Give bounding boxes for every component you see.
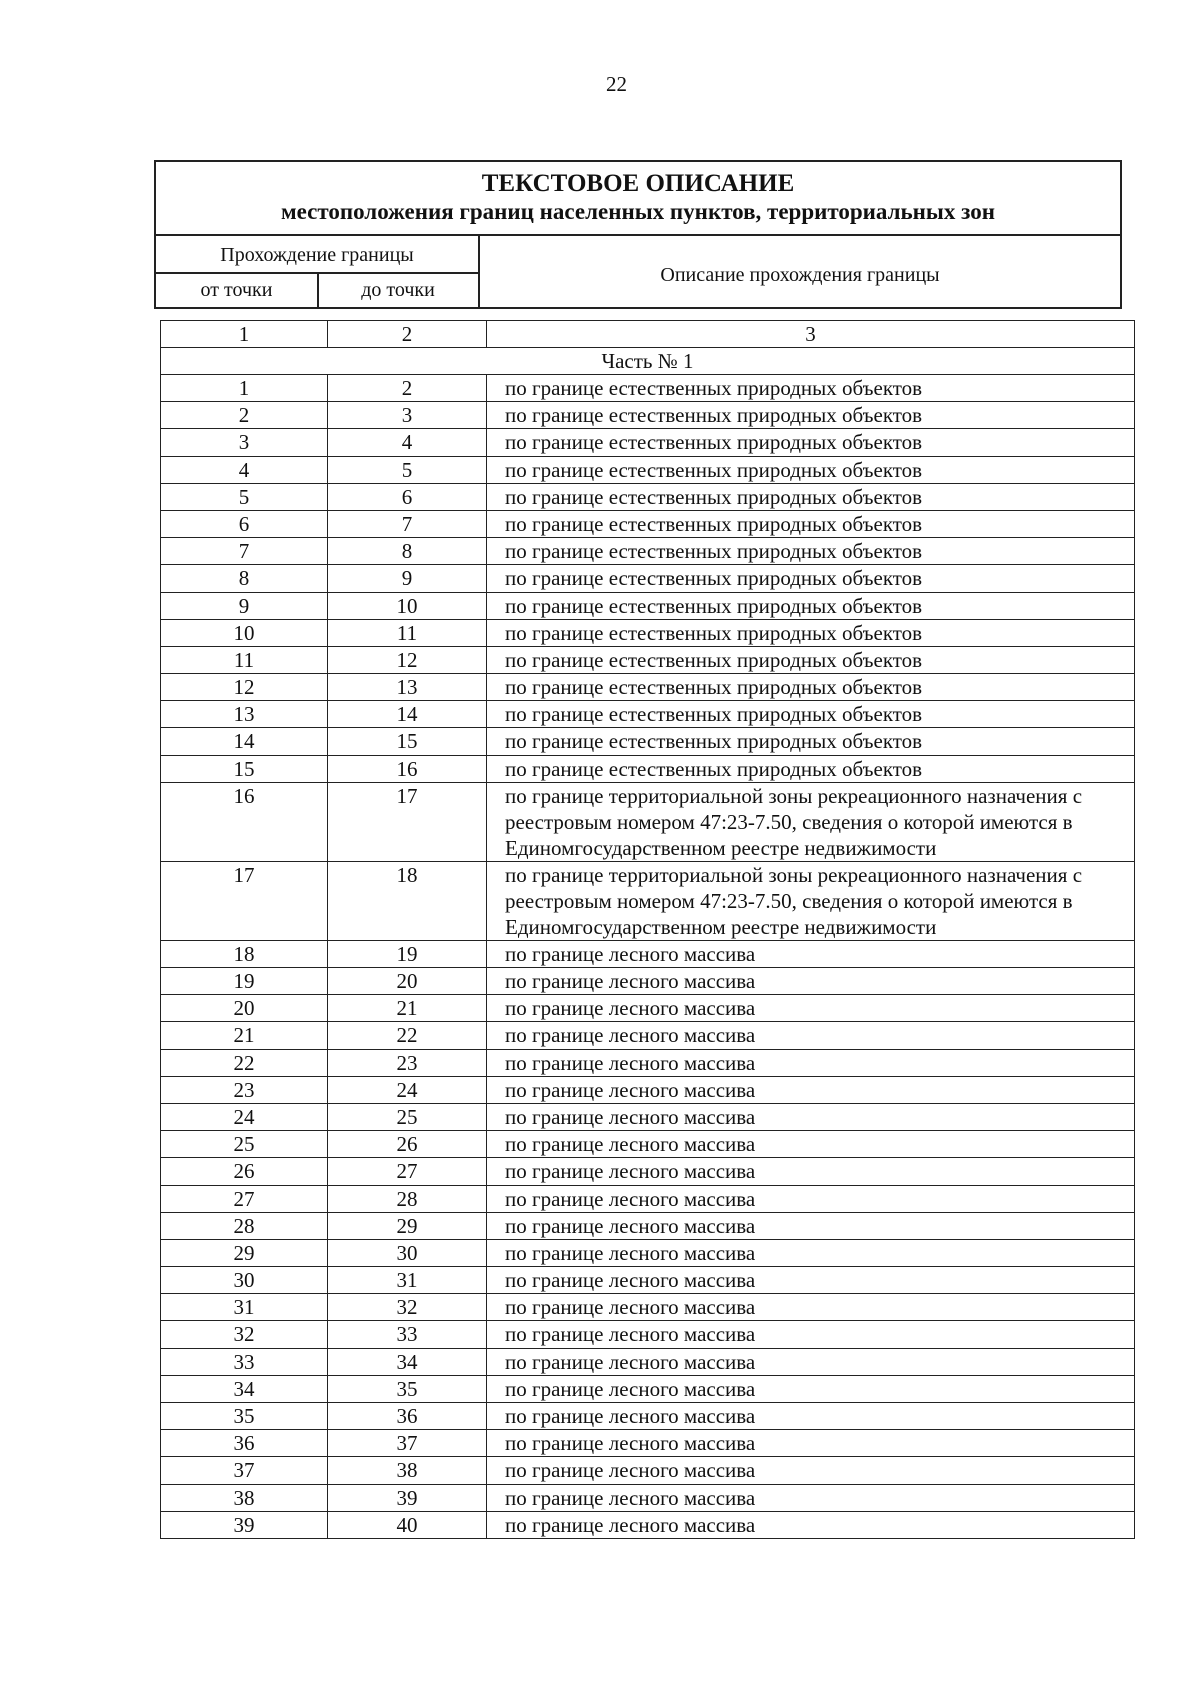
- to-point-cell: 13: [328, 674, 487, 701]
- from-point-cell: 24: [161, 1103, 328, 1130]
- to-point-cell: 29: [328, 1212, 487, 1239]
- to-point-cell: 25: [328, 1103, 487, 1130]
- to-point-cell: 10: [328, 592, 487, 619]
- from-point-cell: 17: [161, 861, 328, 940]
- boundary-table: [160, 320, 1135, 1539]
- from-point-cell: 3: [161, 429, 328, 456]
- to-point-cell: 30: [328, 1239, 487, 1266]
- description-cell: по границе лесного массива: [487, 1131, 1135, 1158]
- description-cell: по границе лесного массива: [487, 1321, 1135, 1348]
- table-row: [161, 861, 1135, 940]
- table-row: [161, 375, 1135, 402]
- table-row: [161, 1185, 1135, 1212]
- table-row: [161, 995, 1135, 1022]
- table-row: [161, 1267, 1135, 1294]
- table-row: [161, 456, 1135, 483]
- from-point-cell: 30: [161, 1267, 328, 1294]
- from-point-cell: 10: [161, 619, 328, 646]
- description-cell: по границе естественных природных объектов: [487, 565, 1135, 592]
- from-point-cell: 36: [161, 1430, 328, 1457]
- description-cell: по границе территориальной зоны рекреационного назначения с реестровым номером 47:23-7.50, сведения о которой имеются в Единомгосударственном реестре недвижимости: [487, 861, 1135, 940]
- from-point-cell: 26: [161, 1158, 328, 1185]
- description-cell: по границе лесного массива: [487, 1430, 1135, 1457]
- description-cell: по границе лесного массива: [487, 1239, 1135, 1266]
- from-point-cell: 14: [161, 728, 328, 755]
- column-number-3: 3: [487, 321, 1135, 348]
- from-point-cell: 11: [161, 646, 328, 673]
- document-title: ТЕКСТОВОЕ ОПИСАНИЕ: [481, 170, 795, 197]
- column-number-2: 2: [328, 321, 487, 348]
- to-point-cell: 35: [328, 1375, 487, 1402]
- description-cell: по границе естественных природных объектов: [487, 674, 1135, 701]
- table-row: [161, 1321, 1135, 1348]
- to-point-cell: 24: [328, 1076, 487, 1103]
- from-point-cell: 23: [161, 1076, 328, 1103]
- from-point-cell: 35: [161, 1403, 328, 1430]
- from-point-cell: 32: [161, 1321, 328, 1348]
- to-point-cell: 22: [328, 1022, 487, 1049]
- to-point-cell: 26: [328, 1131, 487, 1158]
- description-cell: по границе естественных природных объектов: [487, 456, 1135, 483]
- to-point-cell: 12: [328, 646, 487, 673]
- table-row: [161, 402, 1135, 429]
- to-point-cell: 39: [328, 1484, 487, 1511]
- description-cell: по границе лесного массива: [487, 1212, 1135, 1239]
- table-row: [161, 1103, 1135, 1130]
- to-point-cell: 27: [328, 1158, 487, 1185]
- table-row: [161, 1511, 1135, 1538]
- table-row: [161, 1212, 1135, 1239]
- column-number-1: 1: [161, 321, 328, 348]
- from-point-cell: 28: [161, 1212, 328, 1239]
- table-row: [161, 592, 1135, 619]
- from-point-cell: 29: [161, 1239, 328, 1266]
- from-point-cell: 16: [161, 782, 328, 861]
- from-point-cell: 18: [161, 940, 328, 967]
- description-cell: по границе естественных природных объектов: [487, 375, 1135, 402]
- description-cell: по границе естественных природных объектов: [487, 483, 1135, 510]
- from-point-cell: 38: [161, 1484, 328, 1511]
- to-point-cell: 17: [328, 782, 487, 861]
- table-row: [161, 728, 1135, 755]
- description-cell: по границе лесного массива: [487, 1511, 1135, 1538]
- from-point-cell: 4: [161, 456, 328, 483]
- to-point-label: до точки: [361, 279, 435, 301]
- description-cell: по границе лесного массива: [487, 1457, 1135, 1484]
- description-cell: по границе лесного массива: [487, 1158, 1135, 1185]
- table-row: [161, 701, 1135, 728]
- to-point-cell: 3: [328, 402, 487, 429]
- description-cell: по границе лесного массива: [487, 968, 1135, 995]
- table-row: [161, 429, 1135, 456]
- page-number: 22: [606, 72, 627, 96]
- from-point-cell: 21: [161, 1022, 328, 1049]
- table-row: [161, 1430, 1135, 1457]
- to-point-cell: 9: [328, 565, 487, 592]
- description-cell: по границе лесного массива: [487, 1348, 1135, 1375]
- to-point-cell: 31: [328, 1267, 487, 1294]
- description-cell: по границе лесного массива: [487, 1375, 1135, 1402]
- to-point-cell: 34: [328, 1348, 487, 1375]
- description-cell: по границе лесного массива: [487, 1484, 1135, 1511]
- passage-label: Прохождение границы: [220, 244, 414, 266]
- table-row: [161, 782, 1135, 861]
- description-cell: по границе лесного массива: [487, 1185, 1135, 1212]
- table-row: [161, 1403, 1135, 1430]
- description-cell: по границе естественных природных объектов: [487, 728, 1135, 755]
- header-divider: [156, 234, 1120, 236]
- from-point-cell: 34: [161, 1375, 328, 1402]
- description-cell: по границе естественных природных объектов: [487, 619, 1135, 646]
- table-row: [161, 755, 1135, 782]
- description-cell: по границе лесного массива: [487, 1294, 1135, 1321]
- from-point-cell: 7: [161, 538, 328, 565]
- from-point-cell: 13: [161, 701, 328, 728]
- description-cell: по границе естественных природных объектов: [487, 538, 1135, 565]
- table-row: [161, 1049, 1135, 1076]
- description-cell: по границе лесного массива: [487, 1103, 1135, 1130]
- to-point-cell: 37: [328, 1430, 487, 1457]
- to-point-cell: 2: [328, 375, 487, 402]
- table-row: [161, 674, 1135, 701]
- to-point-cell: 15: [328, 728, 487, 755]
- to-point-cell: 21: [328, 995, 487, 1022]
- from-point-cell: 20: [161, 995, 328, 1022]
- from-point-cell: 6: [161, 510, 328, 537]
- table-row: [161, 1131, 1135, 1158]
- description-cell: по границе лесного массива: [487, 1076, 1135, 1103]
- to-point-cell: 33: [328, 1321, 487, 1348]
- description-cell: по границе естественных природных объектов: [487, 510, 1135, 537]
- table-row: [161, 646, 1135, 673]
- from-point-cell: 1: [161, 375, 328, 402]
- from-point-cell: 39: [161, 1511, 328, 1538]
- from-point-label: от точки: [200, 279, 273, 301]
- to-point-cell: 36: [328, 1403, 487, 1430]
- to-point-cell: 40: [328, 1511, 487, 1538]
- description-cell: по границе лесного массива: [487, 1403, 1135, 1430]
- part-row: [161, 348, 1135, 375]
- from-point-cell: 22: [161, 1049, 328, 1076]
- from-point-cell: 25: [161, 1131, 328, 1158]
- document-subtitle: местоположения границ населенных пунктов, территориальных зон: [281, 199, 995, 224]
- table-row: [161, 940, 1135, 967]
- description-cell: по границе естественных природных объектов: [487, 701, 1135, 728]
- table-header-box: [154, 160, 1122, 309]
- description-cell: по границе естественных природных объектов: [487, 429, 1135, 456]
- description-cell: по границе лесного массива: [487, 1049, 1135, 1076]
- description-cell: по границе лесного массива: [487, 995, 1135, 1022]
- description-cell: по границе естественных природных объектов: [487, 402, 1135, 429]
- to-point-cell: 32: [328, 1294, 487, 1321]
- description-cell: по границе естественных природных объектов: [487, 646, 1135, 673]
- description-cell: по границе лесного массива: [487, 1022, 1135, 1049]
- table-row: [161, 1158, 1135, 1185]
- table-row: [161, 1239, 1135, 1266]
- to-point-cell: 28: [328, 1185, 487, 1212]
- from-point-cell: 9: [161, 592, 328, 619]
- to-point-cell: 18: [328, 861, 487, 940]
- to-point-cell: 7: [328, 510, 487, 537]
- description-cell: по границе естественных природных объектов: [487, 755, 1135, 782]
- to-point-cell: 5: [328, 456, 487, 483]
- table-row: [161, 483, 1135, 510]
- table-row: [161, 1484, 1135, 1511]
- table-row: [161, 968, 1135, 995]
- table-row: [161, 538, 1135, 565]
- description-cell: по границе лесного массива: [487, 1267, 1135, 1294]
- from-point-cell: 31: [161, 1294, 328, 1321]
- to-point-cell: 16: [328, 755, 487, 782]
- to-point-cell: 20: [328, 968, 487, 995]
- to-point-cell: 11: [328, 619, 487, 646]
- to-point-cell: 4: [328, 429, 487, 456]
- from-point-cell: 33: [161, 1348, 328, 1375]
- description-cell: по границе территориальной зоны рекреационного назначения с реестровым номером 47:23-7.50, сведения о которой имеются в Единомгосударственном реестре недвижимости: [487, 782, 1135, 861]
- description-cell: по границе лесного массива: [487, 940, 1135, 967]
- to-point-cell: 8: [328, 538, 487, 565]
- from-point-cell: 12: [161, 674, 328, 701]
- from-point-cell: 8: [161, 565, 328, 592]
- to-point-cell: 23: [328, 1049, 487, 1076]
- from-point-cell: 15: [161, 755, 328, 782]
- from-point-cell: 27: [161, 1185, 328, 1212]
- column-number-row: [161, 321, 1135, 348]
- table-row: [161, 565, 1135, 592]
- table-row: [161, 1076, 1135, 1103]
- to-point-cell: 38: [328, 1457, 487, 1484]
- table-row: [161, 510, 1135, 537]
- from-point-cell: 5: [161, 483, 328, 510]
- description-label: Описание прохождения границы: [660, 264, 940, 286]
- table-row: [161, 619, 1135, 646]
- from-point-cell: 37: [161, 1457, 328, 1484]
- table-row: [161, 1022, 1135, 1049]
- to-point-cell: 6: [328, 483, 487, 510]
- table-row: [161, 1294, 1135, 1321]
- to-point-cell: 19: [328, 940, 487, 967]
- table-row: [161, 1375, 1135, 1402]
- to-point-cell: 14: [328, 701, 487, 728]
- part-label: Часть № 1: [161, 348, 1135, 375]
- from-point-cell: 19: [161, 968, 328, 995]
- description-cell: по границе естественных природных объектов: [487, 592, 1135, 619]
- table-row: [161, 1457, 1135, 1484]
- from-point-cell: 2: [161, 402, 328, 429]
- table-row: [161, 1348, 1135, 1375]
